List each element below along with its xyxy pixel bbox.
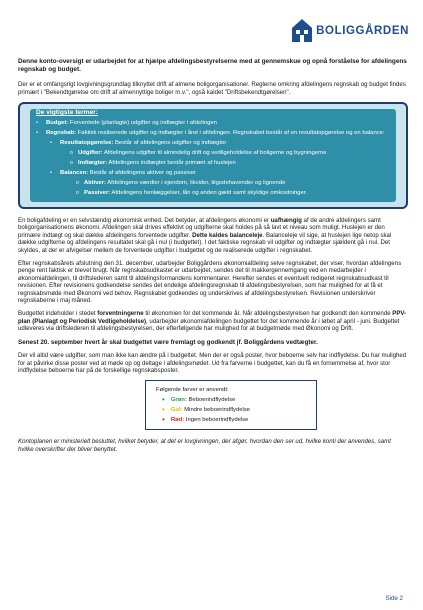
legend-item-yellow: • Gul: Mindre beboerindflydelse — [162, 405, 251, 415]
term-udgifter: o Udgifter: Afdelingens udgifter til almindelig drift og vedligeholdelse af boligerne og bygningerne — [70, 150, 390, 157]
term-aktiver: o Aktiver: Afdelingens værdier i ejendom, likvider, tilgodehavender og lignende — [76, 180, 390, 187]
term-indtaegter: o Indtægter: Afdelingens indtægter består primært af huslejen — [70, 160, 390, 167]
legend-item-green: • Grøn: Beboerindflydelse — [162, 395, 236, 405]
page-number: Side 2 — [385, 595, 403, 602]
house-icon — [291, 18, 313, 44]
yellow-dot-icon: • — [162, 405, 165, 415]
term-balancen: • Balancen: Består af afdelingens aktiver og passiver — [50, 170, 390, 177]
green-dot-icon: • — [162, 395, 165, 405]
term-resultatopgorelse: • Resultatopgørelse: Består af afdelingens udgifter og indtægter — [50, 140, 390, 147]
brand-name: BOLIGGÅRDEN — [316, 25, 409, 37]
colors-paragraph: Der vil altid være udgifter, som man ikke kan ændre på i budgettet. Men der er også poster, hvor beboerne selv har indflydelse. Du har mulighed for at påvirke disse poster ved at møde op og deltage i afdelingsmødet. Ud fra farverne i budgettet, kan du få en fornemmelse af, hvor stor indflydelse beboerne har på de forskellige regnskabsposter. — [18, 352, 407, 374]
document-body — [18, 58, 408, 459]
red-dot-icon: • — [162, 415, 165, 425]
economy-paragraph: En boligafdeling er en selvstændig økonomisk enhed. Det betyder, at afdelingens økonomi er uafhængig af de andre afdelingers samt boligorganisationens økonomi. Afdelingen skal drives effektivt og udgifterne skal holdes på så lavt et niveau som muligt. Huslejen er den primære indtægt og skal dække afdelingens forventede udgifter. Dette kaldes balanceleje. Balanceleje vil sige, at huslejen lige netop skal dække udgifterne og afdelingens resultatet skal gå i nul (i budgettet). I det faktiske regnskab vil udgifter og indtægter sjældent gå i nul. Det skyldes, at der er afvigelser mellem de forventede udgifter i budgettet og de realiserede udgifter i regnskabet. — [18, 217, 392, 254]
term-passiver: o Passiver: Afdelingens henlæggelser, lån og anden gæld samt skyldige omkostninger. — [76, 190, 390, 197]
legend-item-red: • Rød: Ingen beboerindflydelse — [162, 415, 249, 425]
brand-logo — [291, 18, 409, 44]
color-legend — [145, 380, 317, 430]
term-budget: • Budget: Forventede (planlagte) udgifter og indtægter i afdelingen — [36, 120, 390, 127]
term-regnskab: • Regnskab: Faktisk realiserede udgifter og indtægter i året i afdelingen. Regnskabet består af en resultatopgørelse og en balance: — [36, 130, 390, 137]
terms-box — [18, 102, 408, 209]
audit-paragraph: Efter regnskabsårets afslutning den 31. december, udarbejder Boliggårdens økonomiafdeling selve regnskabet, der viser, hvordan afdelingens penge rent faktisk er blevet brugt. Når regnskabsudkastet er udarbejdet, sendes det til makkergennemgang ved en medarbejder i økonomiafdelingen, til driftslederen samt til afdelingsformandens kommentarer. Herefter sendes et eventuelt redigeret regnskabsudkast til revisionen. Efter revisionens godkendelse sendes det endelige afdelingsregnskab til afdelingsbestyrelsen, som har mulighed for at få et regnskabsmøde med Økonomi ved behov. Regnskabet godkendes og underskrives af afdelingsbestyrelsen. Revisionen underskriver regnskaberne i maj måned. — [18, 260, 402, 305]
legend-title: Følgende farver er anvendt: — [156, 387, 229, 394]
footer-note: Kontoplanen er ministerielt besluttet, hvilket betyder, at det er lovgivningen, der afgør, hvordan den ser ud, hvilke konti der anvendes, samt hvilke overskrifter der bliver benyttet. — [18, 438, 391, 453]
deadline-statement: Senest 20. september hvert år skal budgettet være fremlagt og godkendt jf. Boliggårdens vedtægter. — [18, 338, 318, 346]
budget-paragraph: Budgettet indeholder i stedet forventningerne til økonomien for det kommende år. Når afdelingsbestyrelsen har godkendt den kommende PPV-plan (Planlagt og Periodisk Vedligeholdelse), udarbejder økonomiafdelingen budgettet for det kommende år i løbet af april - juni. Budgettet udleveres via driftslederen til afdelingsbestyrelsen, der efterfølgende har mulighed for at budgetmøde med Økonomi og Drift. — [18, 310, 407, 333]
terms-title: De vigtigste termer: — [36, 109, 98, 116]
intro-paragraph: Denne konto-oversigt er udarbejdet for at hjælpe afdelingsbestyrelserne med at gennemskue og opnå forståelse for afdelingens regnskab og budget. — [18, 58, 407, 73]
law-paragraph: Der er et omfangsrigt lovgivningsgrundlag tilknyttet drift af almene boligorganisationer. Reglerne omkring afdelingens regnskab og budget findes primært i "Bekendtgørelse om drift af almennyttige boliger m.v.", også kaldet "Driftsbekendtgørelsen". — [18, 81, 406, 96]
